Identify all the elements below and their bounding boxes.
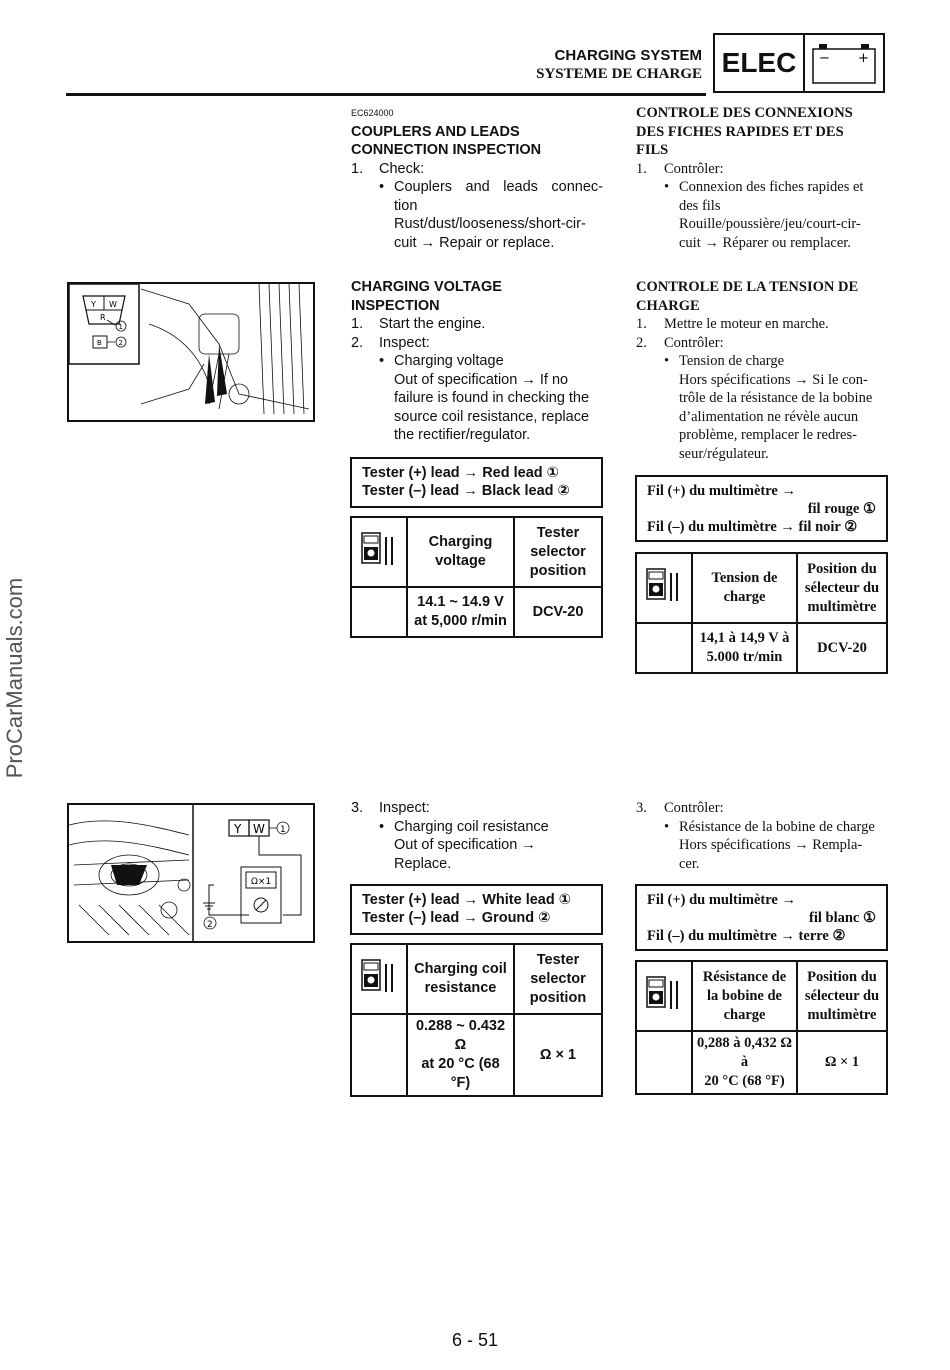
step-text: Check:: [379, 160, 425, 177]
bullet: •: [379, 179, 385, 195]
step-text: Start the engine.: [379, 316, 486, 332]
table-header: Charging coil resistance: [407, 944, 514, 1014]
item-text: Connexion des fiches rapides et: [679, 179, 864, 195]
item-text: Hors spécifications → Si le con-: [679, 371, 868, 388]
s3-fr-spec-table: [635, 960, 888, 1095]
page-number: 6 - 51: [451, 1330, 499, 1350]
s3-en-column: [351, 799, 603, 873]
battery-minus: −: [819, 51, 830, 66]
multimeter-icon: [351, 517, 407, 587]
s1-en-column: [351, 104, 603, 252]
item-text: Couplers and leads connec-: [394, 179, 603, 195]
s2-fr-column: [636, 278, 888, 463]
step-text: Inspect:: [379, 800, 430, 816]
header-title-fr: SYSTEME DE CHARGE: [536, 66, 702, 82]
s2-fr-lead-box: [635, 475, 888, 542]
step-number: 2.: [351, 334, 364, 351]
step-number: 1.: [351, 160, 364, 177]
step-number: 1.: [636, 316, 647, 332]
s1-fr-heading-1: CONTROLE DES CONNEXIONS: [636, 105, 853, 121]
s2-en-heading-1: CHARGING VOLTAGE: [351, 279, 502, 295]
item-text: cuit → Réparer ou remplacer.: [679, 234, 851, 251]
item-text: cer.: [679, 855, 700, 872]
step-text: Contrôler:: [664, 334, 724, 351]
mark-2: 2: [207, 920, 213, 930]
lead-line: Tester (+) lead → Red lead ①: [362, 465, 559, 481]
item-text: Tension de charge: [679, 353, 785, 369]
item-text: trôle de la résistance de la bobine: [679, 390, 873, 406]
table-header: Tester selector position: [514, 517, 602, 587]
lead-line: Tester (–) lead → Black lead ②: [362, 483, 570, 499]
watermark: ProCarManuals.com: [2, 577, 27, 779]
s3-en-spec-table: [350, 943, 603, 1097]
item-text: Charging voltage: [394, 353, 504, 369]
figure-charging-coil: [67, 803, 315, 943]
charging-coil-illustration: [69, 805, 313, 941]
item-text: Rouille/poussière/jeu/court-cir-: [679, 216, 861, 232]
battery-icon: [805, 33, 885, 93]
step-number: 1.: [351, 316, 364, 332]
s3-en-lead-box: [350, 884, 603, 935]
s1-fr-heading-3: FILS: [636, 142, 669, 158]
s2-en-heading-2: INSPECTION: [351, 297, 440, 314]
s2-en-spec-table: [350, 516, 603, 638]
s2-fr-heading-2: CHARGE: [636, 297, 700, 314]
step-text: Inspect:: [379, 334, 430, 351]
step-text: Mettre le moteur en marche.: [664, 316, 829, 332]
s1-en-heading-1: COUPLERS AND LEADS: [351, 123, 520, 140]
lead-line: Tester (–) lead → Ground ②: [362, 910, 551, 926]
table-value: Ω × 1: [514, 1014, 602, 1096]
item-text: Hors spécifications → Rempla-: [679, 837, 863, 853]
item-text: source coil resistance, replace: [394, 408, 590, 425]
mark-1: 1: [118, 323, 123, 331]
s1-fr-heading-2: DES FICHES RAPIDES ET DES: [636, 123, 844, 140]
bullet: •: [379, 353, 385, 369]
meter-label: Ω×1: [251, 877, 272, 887]
s3-fr-lead-box: [635, 884, 888, 951]
s2-en-lead-box: [350, 457, 603, 508]
item-text: the rectifier/regulator.: [394, 427, 531, 443]
table-header: Position du sélecteur du multimètre: [797, 553, 887, 623]
item-text: Out of specification → If no: [394, 371, 569, 388]
section-badge: ELEC: [713, 33, 805, 93]
table-value: DCV-20: [797, 623, 887, 673]
charging-voltage-illustration: [69, 284, 313, 420]
item-text: cuit → Repair or replace.: [394, 234, 555, 251]
label-w: W: [109, 300, 117, 309]
item-text: des fils: [679, 197, 721, 214]
s2-fr-spec-table: [635, 552, 888, 674]
step-number: 1.: [636, 160, 647, 177]
label-w: W: [253, 822, 265, 836]
item-text: d’alimentation ne révèle aucun: [679, 408, 859, 425]
lead-line: Fil (+) du multimètre →: [647, 892, 796, 908]
table-header: Tension de charge: [692, 553, 797, 623]
label-b: B: [97, 339, 102, 347]
item-text: Out of specification →: [394, 837, 536, 853]
figure-charging-voltage: [67, 282, 315, 422]
table-header: Résistance de la bobine de charge: [692, 961, 797, 1031]
bullet: •: [664, 818, 670, 835]
item-text: seur/régulateur.: [679, 445, 769, 462]
bullet: •: [664, 179, 670, 195]
multimeter-icon: [636, 553, 692, 623]
table-value: 14,1 à 14,9 V à 5.000 tr/min: [692, 623, 797, 673]
table-value: 14.1 ~ 14.9 V at 5,000 r/min: [407, 587, 514, 637]
table-header: Tester selector position: [514, 944, 602, 1014]
item-text: problème, remplacer le redres-: [679, 427, 857, 443]
item-text: Résistance de la bobine de charge: [679, 818, 875, 835]
step-text: Contrôler:: [664, 160, 724, 177]
header-title-en: CHARGING SYSTEM: [554, 47, 702, 64]
table-value: 0.288 ~ 0.432 Ω at 20 °C (68 °F): [407, 1014, 514, 1096]
lead-line: Fil (–) du multimètre → fil noir ②: [647, 519, 858, 535]
battery-plus: +: [858, 51, 869, 66]
s1-fr-column: [636, 104, 888, 252]
item-text: Charging coil resistance: [394, 818, 549, 835]
bullet: •: [664, 353, 670, 369]
step-number: 2.: [636, 334, 647, 351]
label-y: Y: [234, 822, 242, 836]
table-value: DCV-20: [514, 587, 602, 637]
table-header: Charging voltage: [407, 517, 514, 587]
item-text: Rust/dust/looseness/short-cir-: [394, 216, 586, 232]
section-code: EC624000: [351, 108, 394, 118]
step-number: 3.: [351, 800, 364, 816]
item-text: tion: [394, 197, 418, 214]
step-number: 3.: [636, 800, 647, 816]
mark-2: 2: [118, 339, 123, 347]
lead-line: Tester (+) lead → White lead ①: [362, 892, 572, 908]
bullet: •: [379, 818, 385, 835]
mark-1: 1: [280, 825, 286, 835]
multimeter-icon: [636, 961, 692, 1031]
header-rule: [66, 93, 706, 96]
s2-en-column: [351, 278, 603, 445]
table-value: Ω × 1: [797, 1031, 887, 1094]
label-r: R: [100, 313, 106, 322]
lead-line: Fil (+) du multimètre →: [647, 483, 796, 499]
multimeter-icon: [351, 944, 407, 1014]
s2-fr-heading-1: CONTROLE DE LA TENSION DE: [636, 279, 859, 295]
step-text: Contrôler:: [664, 800, 724, 816]
lead-line: Fil (–) du multimètre → terre ②: [647, 928, 846, 944]
lead-line: fil rouge ①: [807, 501, 876, 517]
table-header: Position du sélecteur du multimètre: [797, 961, 887, 1031]
table-value: 0,288 à 0,432 Ω à 20 °C (68 °F): [692, 1031, 797, 1094]
lead-line: fil blanc ①: [809, 910, 876, 926]
s3-fr-column: [636, 799, 888, 873]
s1-en-heading-2: CONNECTION INSPECTION: [351, 142, 542, 158]
item-text: failure is found in checking the: [394, 390, 590, 406]
item-text: Replace.: [394, 855, 452, 872]
label-y: Y: [91, 300, 96, 309]
